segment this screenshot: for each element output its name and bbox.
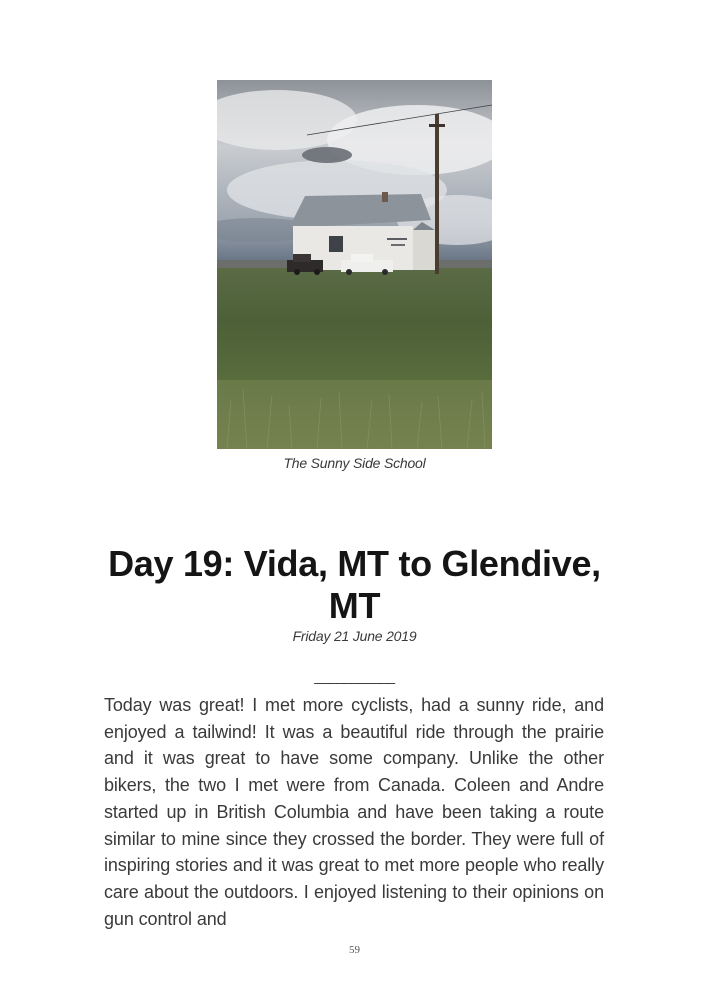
page-number: 59: [349, 944, 360, 956]
photo-caption: The Sunny Side School: [283, 455, 426, 471]
section-separator: ___________: [314, 668, 395, 684]
entry-title: Day 19: Vida, MT to Glendive, MT: [108, 543, 601, 626]
entry-date: Friday 21 June 2019: [292, 628, 417, 644]
schoolhouse-photo: [217, 80, 492, 449]
entry-body-text: Today was great! I met more cyclists, had a sunny ride, and enjoyed a tailwind! It was a beautiful ride through the prairie and it was great to have some company. Unlike the other bikers, the two I met were from Canada. Coleen and Andre started up in British Columbia and have been taking a route similar to mine since they crossed the border. They were full of inspiring stories and it was great to met more people who really care about the outdoors. I enjoyed listening to their opinions on gun control and: [104, 695, 604, 929]
